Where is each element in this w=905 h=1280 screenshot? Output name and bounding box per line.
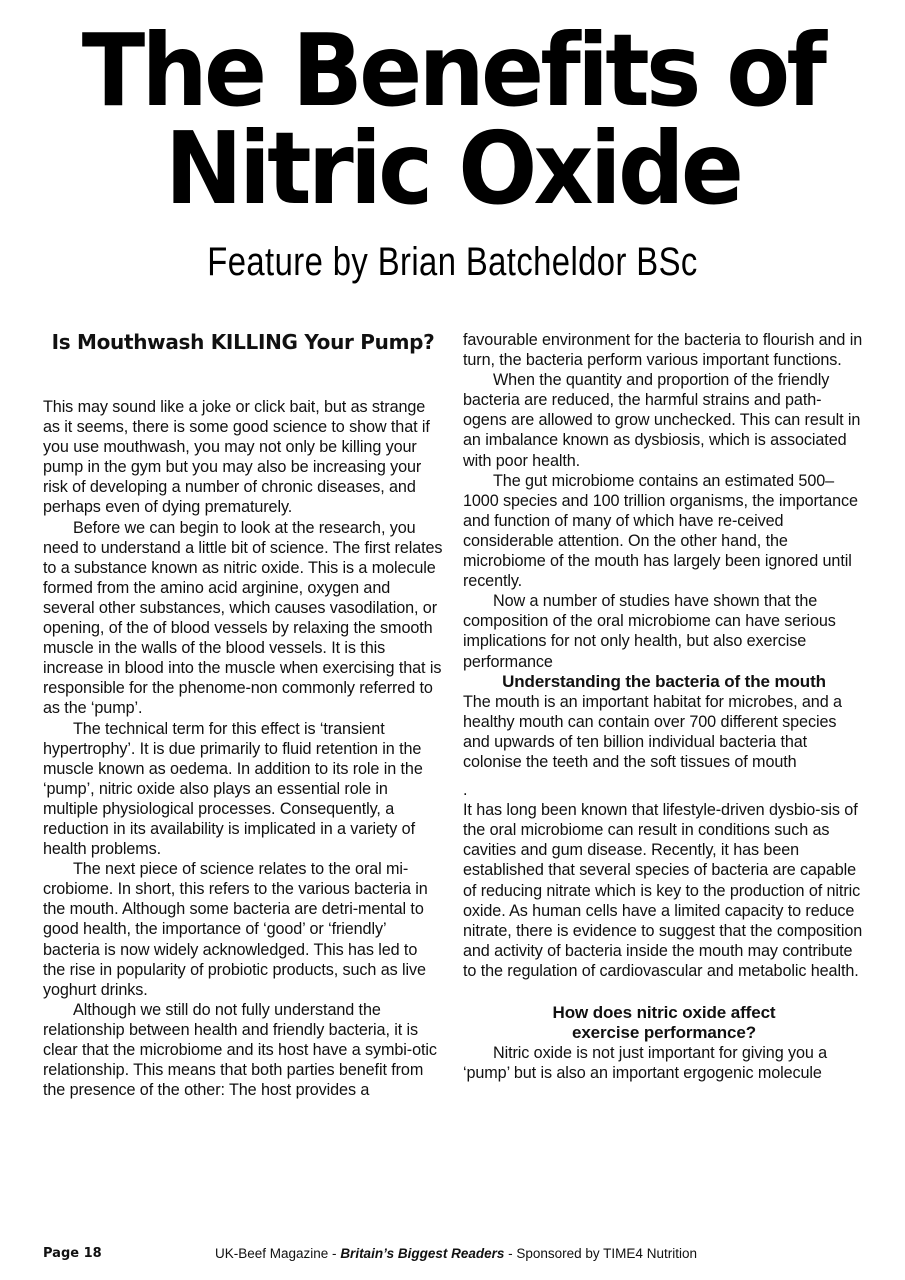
subheading-2-line-1: How does nitric oxide affect bbox=[552, 1003, 776, 1022]
left-column bbox=[43, 397, 443, 1100]
article-byline: Feature by Brian Batcheldor BSc bbox=[207, 240, 698, 284]
magazine-credit bbox=[215, 1246, 697, 1261]
magazine-sponsor: - Sponsored by TIME4 Nutrition bbox=[504, 1246, 697, 1261]
stray-period: . bbox=[463, 781, 468, 800]
subheading-bacteria-of-mouth: Understanding the bacteria of the mouth bbox=[502, 671, 826, 691]
right-paragraph-7: Nitric oxide is not just important for giving you a ‘pump’ but is also an important ergogenic molecule bbox=[463, 1044, 828, 1083]
magazine-name: UK-Beef Magazine - bbox=[215, 1246, 341, 1261]
right-column bbox=[463, 330, 865, 1083]
right-paragraph-2: When the quantity and proportion of the friendly bacteria are reduced, the harmful strains and path-ogens are allowed to grow unchecked. This can result in an imbalance known as dysbiosis, which is associated with poor health. bbox=[463, 371, 861, 470]
subheading-nitric-oxide-exercise bbox=[463, 1003, 865, 1043]
left-paragraph-3: The technical term for this effect is ‘transient hypertrophy’. It is due primarily to fluid retention in the muscle known as oedema. In addition to its role in the ‘pump’, nitric oxide also plays an essential role in multiple physiological processes. Consequently, a reduction in its availability is implicated in a variety of health problems. bbox=[43, 719, 423, 859]
right-paragraph-4: Now a number of studies have shown that the composition of the oral microbiome can have serious implications for not only health, but also exercise performance bbox=[463, 592, 836, 671]
left-paragraph-5: Although we still do not fully understand the relationship between health and friendly bacteria, it is clear that the microbiome and its host have a symbi-otic relationship. This means that both parties benefit from the presence of the other: The host provides a bbox=[43, 1000, 437, 1100]
left-paragraph-4: The next piece of science relates to the oral mi-crobiome. In short, this refers to the various bacteria in the mouth. Although some bacteria are detri-mental to good health, the importance of ‘good’ or ‘friendly’ bacteria is now widely acknowledged. This has led to the rise in popularity of probiotic products, such as live yoghurt drinks. bbox=[43, 860, 428, 999]
magazine-tagline: Britain’s Biggest Readers bbox=[340, 1246, 505, 1261]
page-number: Page 18 bbox=[43, 1246, 102, 1261]
article-title-line-2: Nitric Oxide bbox=[164, 110, 741, 227]
article-title bbox=[32, 12, 874, 227]
subheading-2-line-2: exercise performance? bbox=[571, 1023, 757, 1043]
left-paragraph-2: Before we can begin to look at the research, you need to understand a little bit of science. The first relates to a substance known as nitric oxide. This is a molecule formed from the amino acid arginine, oxygen and several other substances, which causes vasodilation, or opening, of the of blood vessels by relaxing the smooth muscle in the walls of the blood vessels. It is this increase in blood into the muscle when exercising that is responsible for the phenome-non commonly referred to as the ‘pump’. bbox=[43, 518, 443, 718]
section-heading: Is Mouthwash KILLING Your Pump? bbox=[51, 330, 435, 354]
right-paragraph-6: It has long been known that lifestyle-driven dysbio-sis of the oral microbiome can result in conditions such as cavities and gum disease. Recently, it has been established that several species of bacteria are capable of reducing nitrate which is key to the production of nitric oxide. As human cells have a limited capacity to reduce nitrate, there is evidence to suggest that the composition and activity of bacteria inside the mouth may contribute to the regulation of cardiovascular and metabolic health. bbox=[463, 801, 863, 980]
article-title-line-1: The Benefits of bbox=[81, 12, 824, 129]
page-footer bbox=[43, 1246, 865, 1266]
left-paragraph-1: This may sound like a joke or click bait, but as strange as it seems, there is some good science to show that if you use mouthwash, you may not only be killing your pump in the gym but you may also be increasing your risk of developing a number of chronic diseases, and perhaps even of dying prematurely. bbox=[43, 398, 430, 517]
right-paragraph-1: favourable environment for the bacteria to flourish and in turn, the bacteria perform various important functions. bbox=[463, 331, 863, 370]
right-paragraph-3: The gut microbiome contains an estimated 500–1000 species and 100 trillion organisms, the importance and function of many of which have re-ceived considerable attention. On the other hand, the microbiome of the mouth has largely been ignored until recently. bbox=[463, 471, 858, 591]
right-paragraph-5: The mouth is an important habitat for microbes, and a healthy mouth can contain over 700 different species and upwards of ten billion individual bacteria that colonise the teeth and the soft tissues of mouth bbox=[463, 692, 842, 771]
